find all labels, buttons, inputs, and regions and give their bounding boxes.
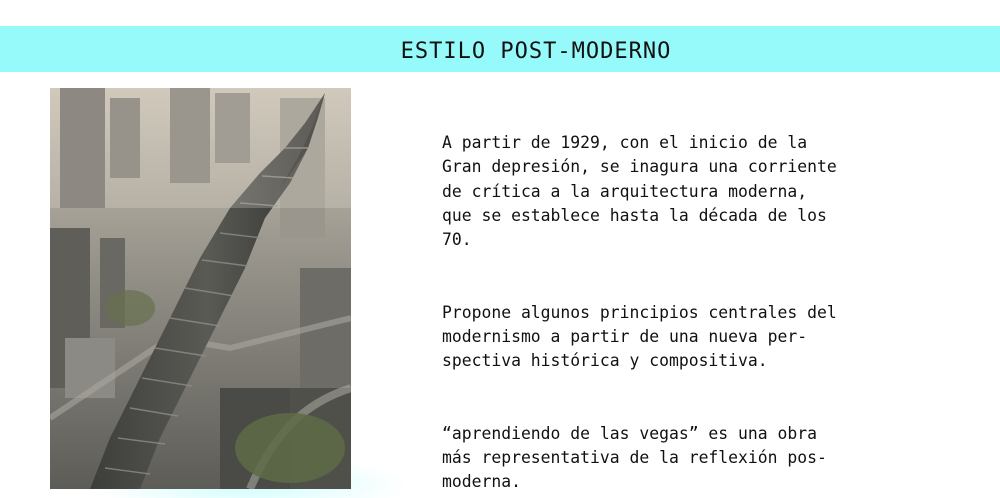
paragraph-1: A partir de 1929, con el inicio de la Gran depresión, se inagura una corriente de crítica a la arquitectura moderna, que se establece hasta la década de los 70. <box>442 133 837 250</box>
skyscraper-illustration <box>50 88 351 489</box>
title-band <box>0 26 1000 72</box>
paragraph-3: “aprendiendo de las vegas” es una obra más representativa de la reflexión pos- moderna. <box>442 423 827 492</box>
body-text <box>442 107 902 498</box>
skyscraper-photo <box>50 88 351 489</box>
page-title: ESTILO POST-MODERNO <box>400 39 672 64</box>
paragraph-2: Propone algunos principios centrales del modernismo a partir de una nueva per- spectiva histórica y compositiva. <box>442 302 837 371</box>
